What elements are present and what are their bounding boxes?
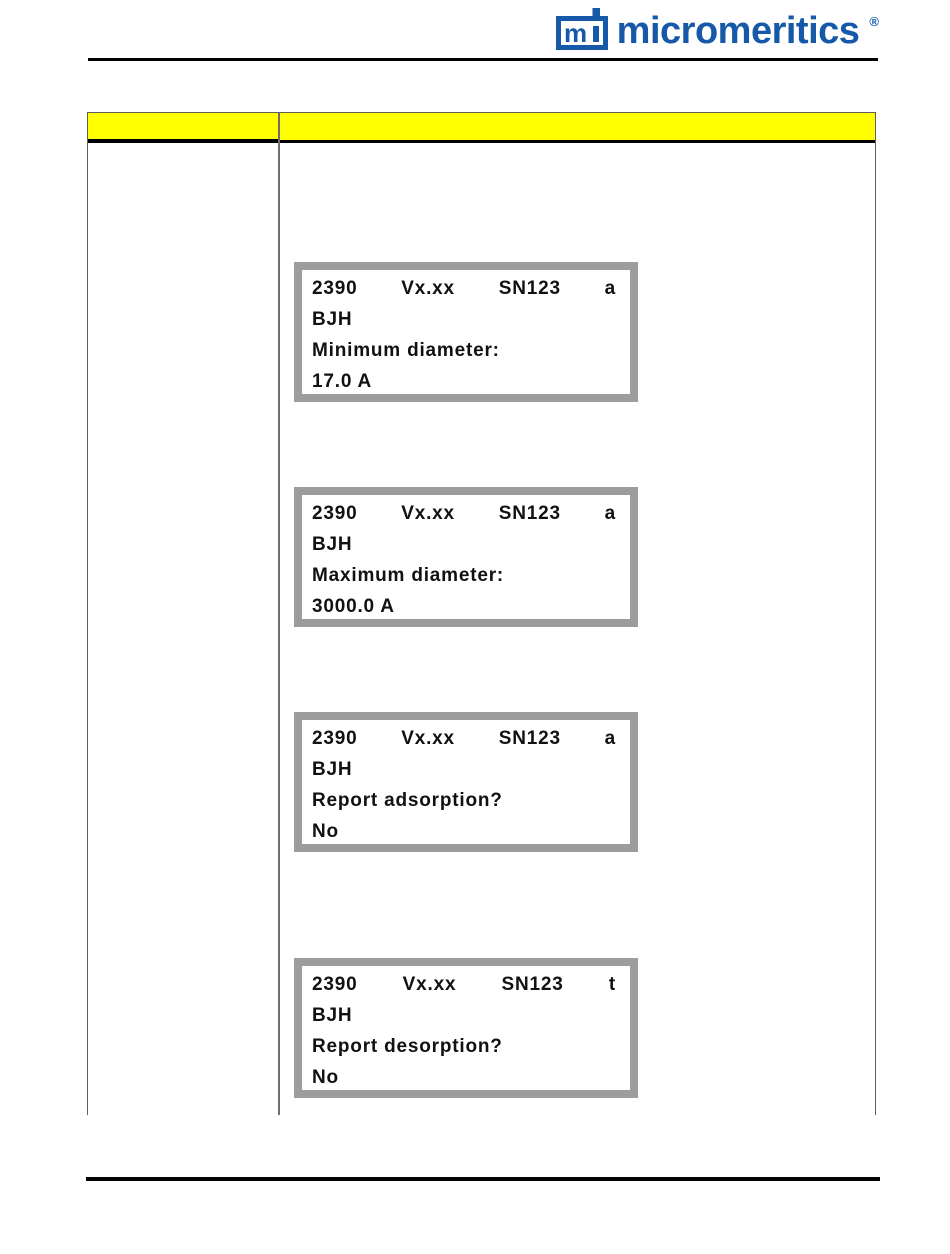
lcd-flag: a (604, 503, 616, 524)
svg-text:m: m (563, 18, 587, 48)
mi-monogram-icon (556, 4, 608, 50)
header-rule (88, 58, 878, 61)
footer-rule (86, 1177, 880, 1181)
brand-name: micromeritics (616, 10, 860, 52)
lcd-status-line (312, 498, 616, 529)
lcd-value: 3000.0 A (312, 596, 395, 617)
lcd-status-line (312, 969, 616, 1000)
lcd-prompt: Report adsorption? (312, 790, 503, 811)
lcd-display-minimum-diameter (294, 262, 638, 402)
lcd-display-report-adsorption (294, 712, 638, 852)
table-header-row (88, 113, 875, 143)
lcd-analysis-type: BJH (312, 1005, 353, 1026)
lcd-model: 2390 (312, 974, 358, 995)
lcd-model: 2390 (312, 728, 358, 749)
lcd-prompt: Report desorption? (312, 1036, 503, 1057)
lcd-status-line (312, 273, 616, 304)
lcd-serial: SN123 (498, 503, 561, 524)
lcd-version: Vx.xx (401, 728, 455, 749)
lcd-model: 2390 (312, 278, 358, 299)
lcd-display-maximum-diameter (294, 487, 638, 627)
registered-trademark-symbol: ® (869, 14, 879, 29)
lcd-display-report-desorption (294, 958, 638, 1098)
lcd-serial: SN123 (501, 974, 564, 995)
lcd-flag: a (604, 278, 616, 299)
table-header-cell-left (88, 113, 278, 143)
lcd-flag: t (608, 974, 616, 995)
lcd-status-line (312, 723, 616, 754)
brand-logo (556, 4, 879, 50)
lcd-version: Vx.xx (401, 278, 455, 299)
lcd-analysis-type: BJH (312, 759, 353, 780)
lcd-serial: SN123 (498, 278, 561, 299)
lcd-model: 2390 (312, 503, 358, 524)
content-table (87, 112, 876, 1115)
lcd-serial: SN123 (498, 728, 561, 749)
lcd-flag: a (604, 728, 616, 749)
lcd-value: No (312, 821, 339, 842)
column-divider (278, 113, 280, 1115)
lcd-version: Vx.xx (402, 974, 457, 995)
lcd-analysis-type: BJH (312, 309, 353, 330)
lcd-value: 17.0 A (312, 371, 373, 392)
lcd-analysis-type: BJH (312, 534, 353, 555)
table-header-cell-right (278, 113, 875, 143)
lcd-value: No (312, 1067, 339, 1088)
lcd-prompt: Minimum diameter: (312, 340, 500, 361)
lcd-version: Vx.xx (401, 503, 455, 524)
lcd-prompt: Maximum diameter: (312, 565, 505, 586)
